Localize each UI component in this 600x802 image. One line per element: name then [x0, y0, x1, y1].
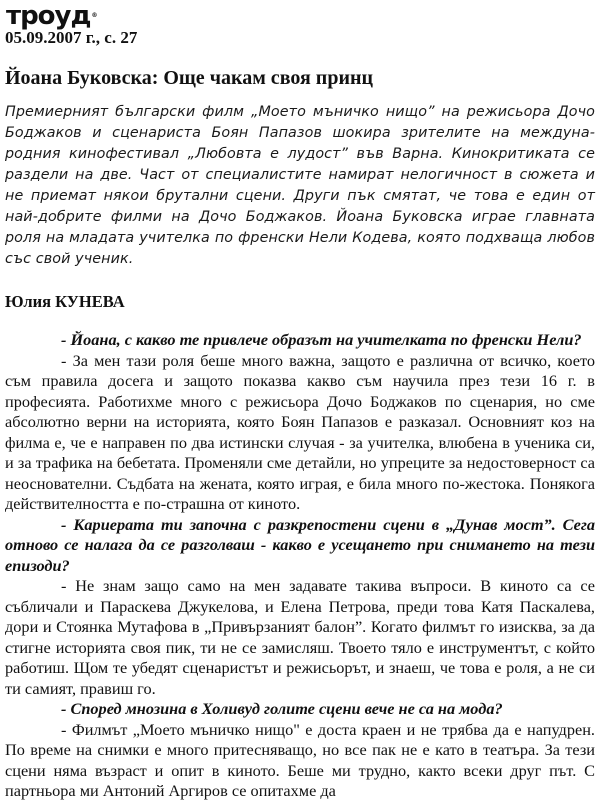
article-author: Юлия КУНЕВА [5, 292, 125, 311]
logo-text: троуд [6, 1, 91, 31]
interview-question: - Според мнозина в Холивуд голите сцени вече не са на мода? [61, 699, 503, 718]
interview-answer: - Филмът „Моето мъничко нищо" е доста краен и не трябва да е напудрен. По време на снимки е много притесняващо, но все пак не е като в театъра. За тези сцени няма възраст и опит в киното. Беше ми трудно, както всеки друг път. С партньора ми Антоний Аргиров се опитахме да [5, 719, 595, 800]
newspaper-logo [6, 2, 97, 30]
interview-answer: - За мен тази роля беше много важна, защото е различна от всичко, което съм правила досега и защото показва какво съм научила през тези 16 г. в професията. Работихме много с режисьора Дочо Боджаков по сценария, но сме абсолютно верни на историята, която Боян Папазов е разказал. Основният коз на филма е, че е направен по два истински случая - за учителка, влюбена в ученика си, и за трафика на бебетата. Променяли сме детайли, но упреците за недостоверност са неоснователни. Съдбата на жената, която играя, е била много по-жестока. Понякога действителността е по-страшна от киното. [5, 350, 595, 513]
interview-answer: - Не знам защо само на мен задавате такива въпроси. В киното са се събличали и Параскева Джукелова, и Елена Петрова, преди това Катя Паскалева, дори и Стоянка Мутафова в „Привързаният балон”. Когато филмът го изисква, за да стигне историята своя пик, ти не се замисляш. Твоето тяло е инструментът, с който работиш. Щом те убедят сценаристът и режисьорът, и знаеш, че това е роля, а не си ти самият, правиш го. [5, 576, 595, 698]
article-body [5, 330, 595, 802]
interview-question: - Кариерата ти започна с разкрепостени сцени в „Дунав мост”. Сега отново се налага да се разголваш - какво е усещането при снимането на тези епизоди? [5, 514, 595, 575]
article-lead: Премиерният български филм „Моето мъничко нищо” на режисьора Дочо Боджаков и сценариста Боян Папазов шокира зрителите на междуна-родния кинофестивал „Любовта е лудост” във Варна. Кинокритиката се раздели на две. Част от специалистите намират нелогичност в сюжета и не приемат някои брутални сцени. Други пък смятат, че това е един от най-добрите филми на Дочо Боджаков. Йоана Буковска играе главната роля на младата учителка по френски Нели Кодева, която подхваща любов със свой ученик. [5, 104, 595, 267]
registered-mark-icon: ® [91, 12, 97, 19]
publication-date-page: 05.09.2007 г., с. 27 [5, 28, 138, 47]
article-title: Йоана Буковска: Още чакам своя принц [5, 67, 374, 89]
interview-question: - Йоана, с какво те привлече образът на учителката по френски Нели? [61, 330, 582, 349]
